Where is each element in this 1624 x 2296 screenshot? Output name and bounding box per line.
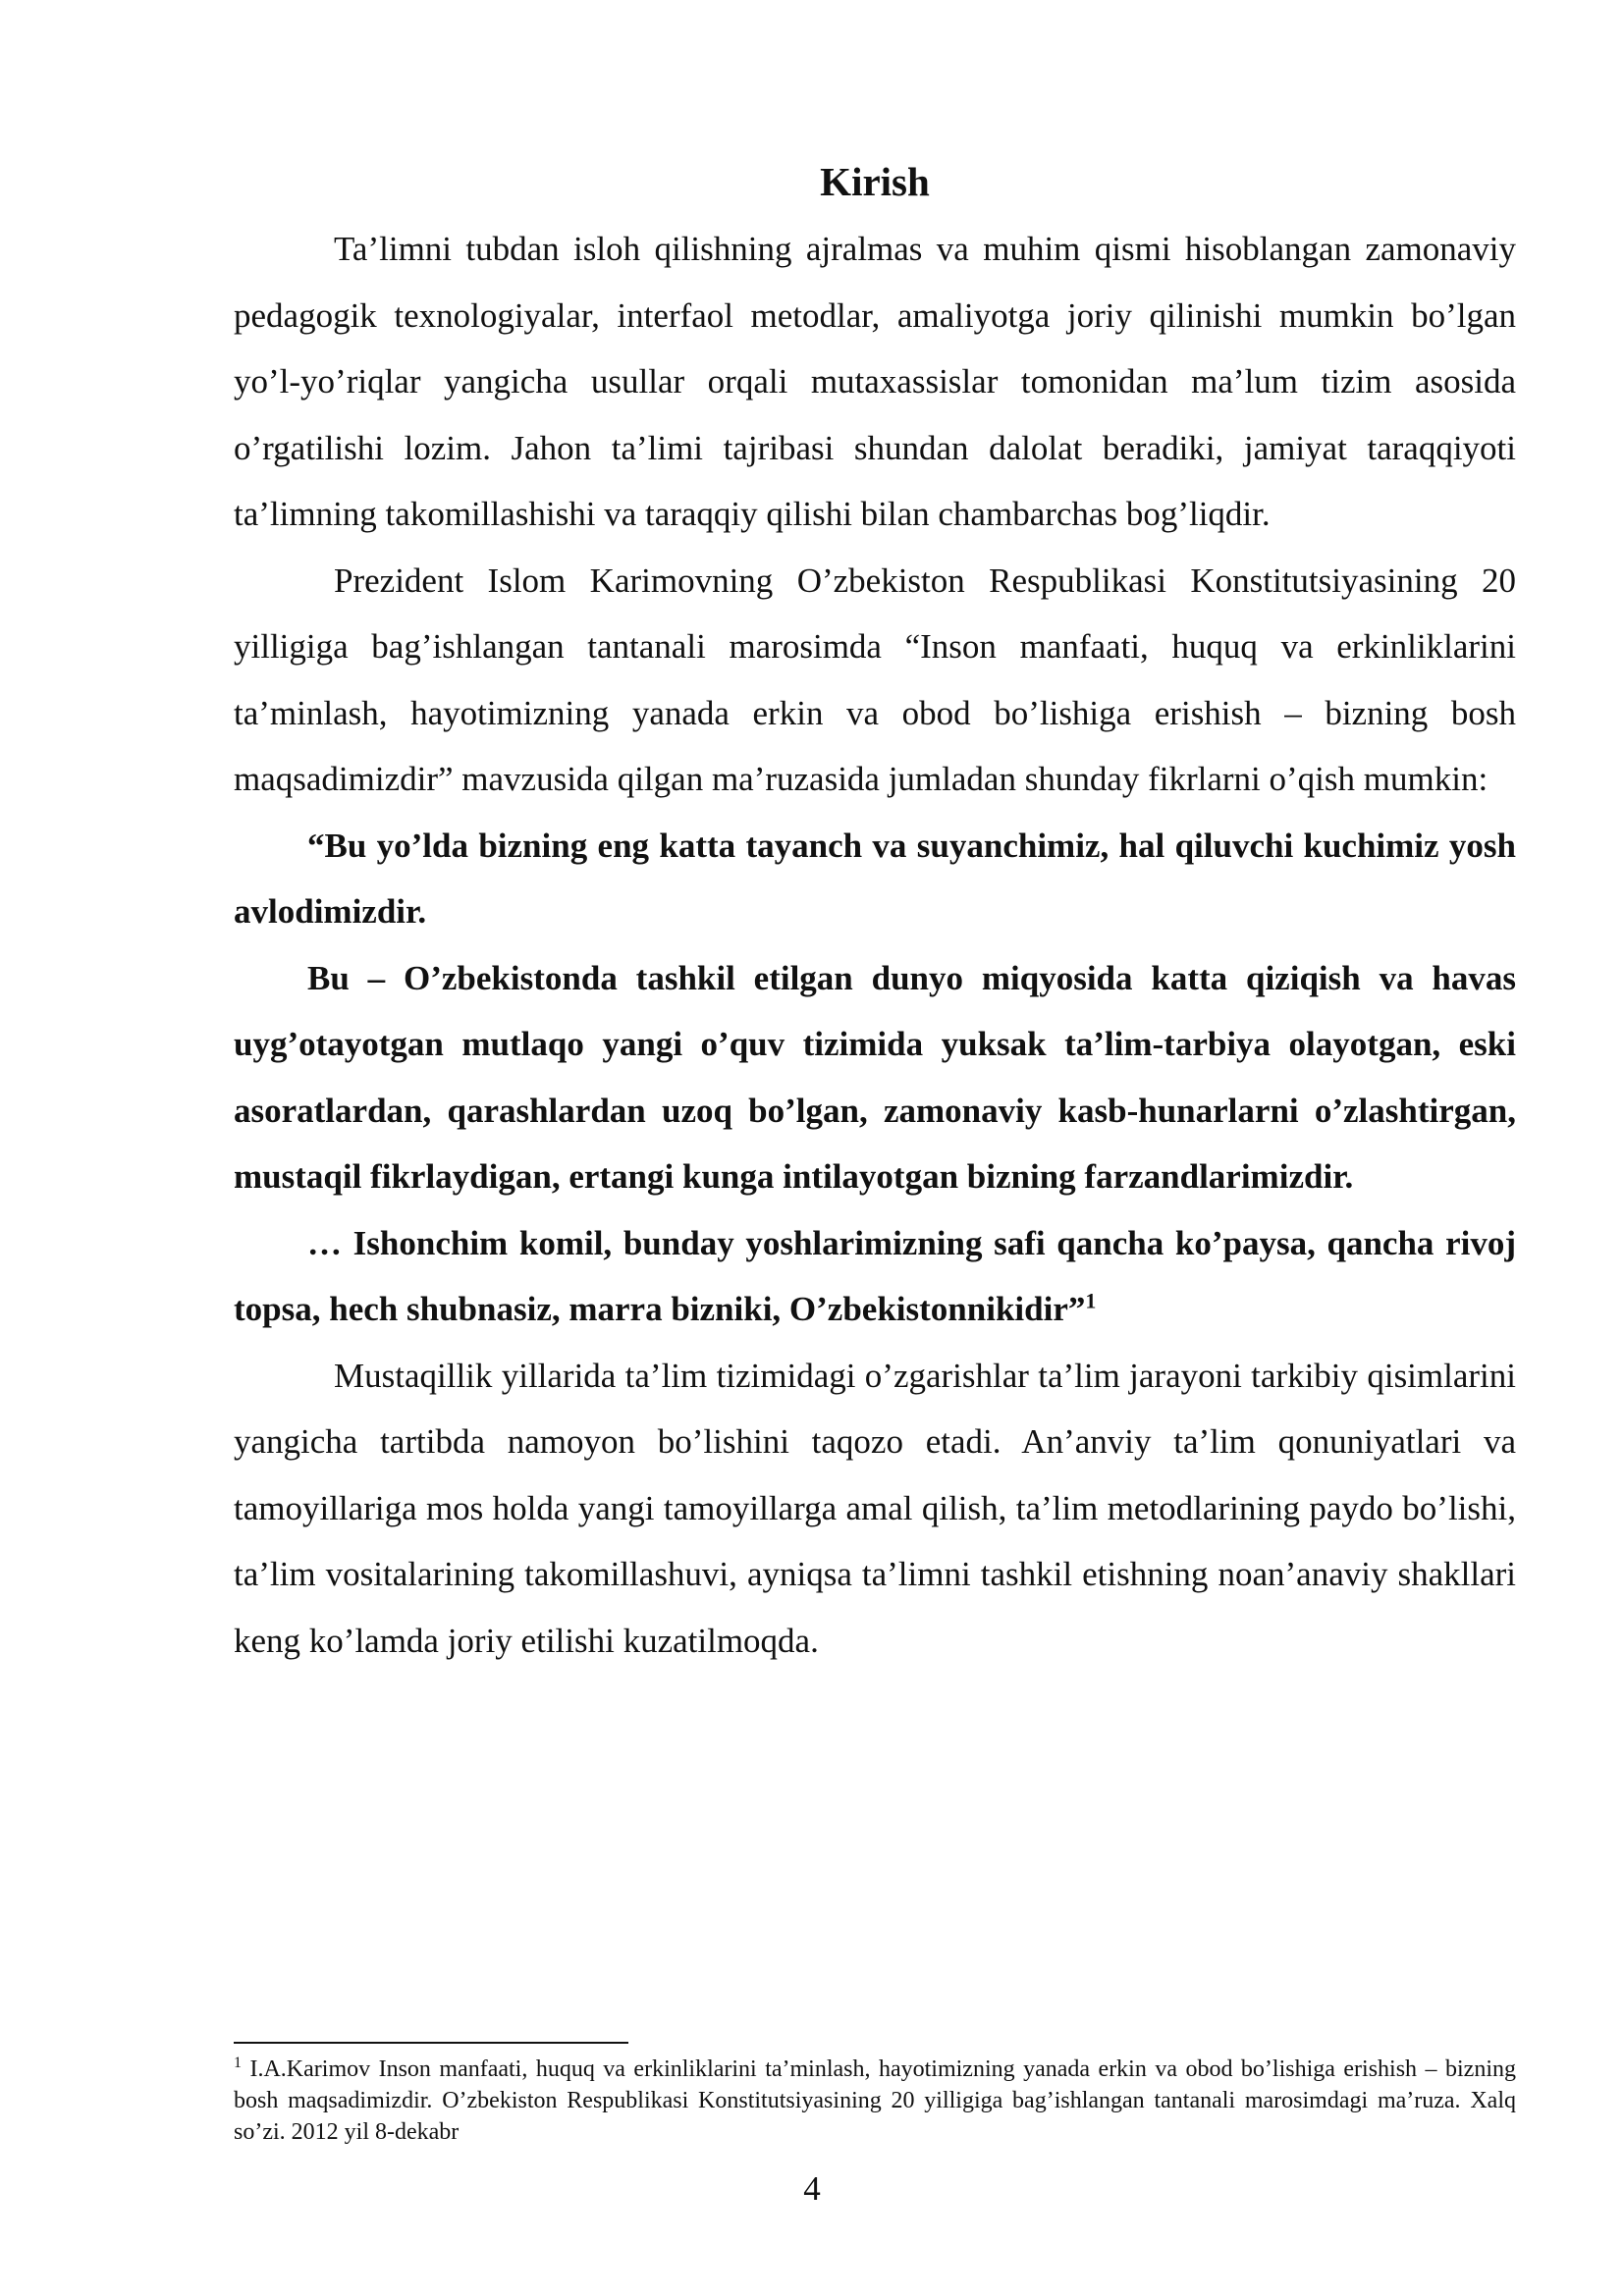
footnote-reference: 1 [1085, 1288, 1097, 1313]
page-number: 4 [803, 2169, 821, 2208]
document-page [234, 147, 1516, 1674]
footnote-separator [234, 2042, 628, 2044]
quote-paragraph-3 [234, 1210, 1516, 1343]
quote-paragraph-2: Bu – O’zbekistonda tashkil etilgan dunyo miqyosida katta qiziqish va havas uyg’otayotgan mutlaqo yangi o’quv tizimida yuksak ta’lim-tarbiya olayotgan, eski asoratlardan, qarashlardan uzoq bo’lgan, zamonaviy kasb-hunarlarni o’zlashtirgan, mustaqil fikrlaydigan, ertangi kunga intilayotgan bizning farzandlarimizdir. [234, 958, 1516, 1196]
footnote-text: I.A.Karimov Inson manfaati, huquq va erkinliklarini ta’minlash, hayotimizning yanada erkin va obod bo’lishiga erishish – bizning bosh maqsadimizdir. O’zbekiston Respublikasi Konstitutsiyasining 20 yilligiga bag’ishlangan tantanali marosimdagi ma’ruza. Xalq so’zi. 2012 yil 8-dekabr [234, 2056, 1516, 2145]
body-paragraph-2: Prezident Islom Karimovning O’zbekiston Respublikasi Konstitutsiyasining 20 yilligiga bag’ishlangan tantanali marosimda “Inson manfaati, huquq va erkinliklarini ta’minlash, hayotimizning yanada erkin va obod bo’lishiga erishish – bizning bosh maqsadimizdir” mavzusida qilgan ma’ruzasida jumladan shunday fikrlarni o’qish mumkin: [234, 561, 1516, 798]
body-paragraph-1: Ta’limni tubdan isloh qilishning ajralmas va muhim qismi hisoblangan zamonaviy pedagogik texnologiyalar, interfaol metodlar, amaliyotga joriy qilinishi mumkin bo’lgan yo’l-yo’riqlar yangicha usullar orqali mutaxassislar tomonidan ma’lum tizim asosida o’rgatilishi lozim. Jahon ta’limi tajribasi shundan dalolat beradiki, jamiyat taraqqiyoti ta’limning takomillashishi va taraqqiy qilishi bilan chambarchas bog’liqdir. [234, 230, 1516, 533]
footnote [234, 2054, 1516, 2148]
quote-paragraph-1: “Bu yo’lda bizning eng katta tayanch va suyanchimiz, hal qiluvchi kuchimiz yosh avlodimizdir. [234, 826, 1516, 931]
footnote-marker: 1 [234, 2055, 242, 2071]
quote-paragraph-3-text: … Ishonchim komil, bunday yoshlarimizning safi qancha ko’paysa, qancha rivoj topsa, hech shubnasiz, marra bizniki, O’zbekistonnikidir” [234, 1223, 1516, 1328]
section-title: Kirish [820, 159, 930, 204]
body-paragraph-3: Mustaqillik yillarida ta’lim tizimidagi o’zgarishlar ta’lim jarayoni tarkibiy qisimlarini yangicha tartibda namoyon bo’lishini taqozo etadi. An’anviy ta’lim qonuniyatlari va tamoyillariga mos holda yangi tamoyillarga amal qilish, ta’lim metodlarining paydo bo’lishi, ta’lim vositalarining takomillashuvi, ayniqsa ta’limni tashkil etishning noan’anaviy shakllari keng ko’lamda joriy etilishi kuzatilmoqda. [234, 1356, 1516, 1660]
